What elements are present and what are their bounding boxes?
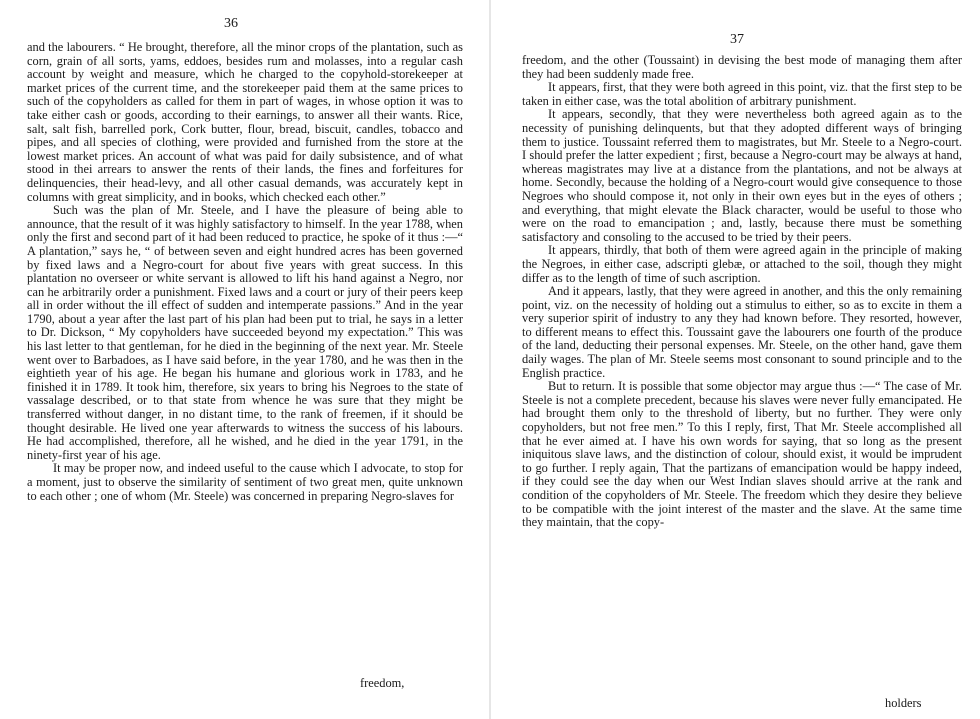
paragraph: It appears, first, that they were both agreed in this point, viz. that the first step to be taken in either case, was the total abolition of arbitrary punishment. [522,80,962,108]
paragraph: freedom, and the other (Toussaint) in devising the best mode of managing them after they had been suddenly made free. [522,53,962,81]
catchword-left: freedom, [360,676,405,690]
paragraph: It may be proper now, and indeed useful to the cause which I advocate, to stop for a moment, just to observe the similarity of sentiment of two great men, quite unknown to each other ; one of whom (Mr. Steele) was concerned in preparing Negro-slaves for [27,461,463,503]
right-page [490,0,980,719]
paragraph: and the labourers. “ He brought, therefore, all the minor crops of the plantation, such as corn, grain of all sorts, yams, eddoes, besides rum and molasses, into a regular cash account by weight and measure, which he charged to the copyhold-storekeeper at market prices of the current time, and the storekeeper paid them at the same prices to such of the copyholders as called for them in part of wages, in whose option it was to take either cash or goods, according to their earnings, to answer all their wants. Rice, salt, salt fish, barrelled pork, Cork butter, flour, bread, biscuit, candles, tobacco and pipes, and all species of clothing, were provided and furnished from the store at the lowest market prices. An account of what was paid for daily subsistence, and of what stood in thei arrears to answer the rents of their lands, the fines and forfeitures for delinquencies, their head-levy, and all other casual demands, was accurately kept in columns with great simplicity, and in books, which checked each other.” [27,40,463,204]
paragraph: It appears, thirdly, that both of them were agreed again in the principle of making the Negroes, in either case, adscripti glebæ, or attached to the soil, though they might differ as to the length of time of such ascription. [522,243,962,285]
paragraph: It appears, secondly, that they were nevertheless both agreed again as to the necessity of punishing delinquents, but that they adopted different ways of bringing them to justice. Toussaint referred them to magistrates, but Mr. Steele to a Negro-court. I should prefer the latter expedient ; first, because a Negro-court may be always at hand, whereas magistrates may live at a distance from the plantations, and not be always at home. Secondly, because the holding of a Negro-court would give consequence to those Negroes who should compose it, not only in their own eyes but in the eyes of others ; and everything, that might elevate the Black character, would be useful to those who were on the road to emancipation ; and, lastly, because there must be something satisfactory and consoling to the accused to be tried by their peers. [522,107,962,244]
paragraph: And it appears, lastly, that they were agreed in another, and this the only remaining point, viz. on the necessity of holding out a stimulus to either, so as to excite in them a very superior spirit of industry to any they had known before. They resorted, however, to different means to effect this. Toussaint gave the labourers one fourth of the produce of the land, deducting their personal expenses. Mr. Steele, on the other hand, gave them daily wages. The plan of Mr. Steele seems most consonant to sound principle and to the English practice. [522,284,962,380]
right-page-text [522,54,962,530]
catchword-right: holders [885,696,922,710]
page-number-right: 37 [730,32,744,47]
paragraph: Such was the plan of Mr. Steele, and I have the pleasure of being able to announce, that the result of it was highly satisfactory to himself. In the year 1788, when only the first and second part of it had been reduced to practice, he spoke of it thus :—“ A plantation,” says he, “ of between seven and eight hundred acres has been governed by fixed laws and a Negro-court for about five years with great success. In this plantation no overseer or white servant is allowed to lift his hand against a Negro, nor can he arbitrarily order a punishment. Fixed laws and a court or jury of their peers keep all in order without the ill effect of sudden and intemperate passions.” And in the year 1790, about a year after the last part of his plan had been put to trial, he says in a letter to Dr. Dickson, “ My copyholders have succeeded beyond my expectation.” This was his last letter to that gentleman, for he died in the beginning of the next year. Mr. Steele went over to Barbadoes, as I have said before, in the year 1780, and he was then in the eightieth year of his age. He began his humane and glorious work in 1783, and he finished it in 1789. It took him, therefore, six years to bring his Negroes to the state of vassalage described, or to that state from whence he was sure that they might be transferred without danger, in no distant time, to the rank of freemen, if it should be thought desirable. He lived one year afterwards to witness the success of his labours. He had accomplished, therefore, all he wished, and he died in the year 1791, in the ninety-first year of his age. [27,203,463,462]
page-number-left: 36 [224,16,238,31]
left-page-text [27,41,463,503]
paragraph: But to return. It is possible that some objector may argue thus :—“ The case of Mr. Steele is not a complete precedent, because his slaves were never fully emancipated. He had brought them only to the threshold of liberty, but no further. They were only copyholders, but not free men.” To this I reply, first, That Mr. Steele accomplished all that he ever aimed at. I have his own words for saying, that so long as the present iniquitous slave laws, and the distinction of colour, should exist, it would be imprudent to go further. I reply again, That the partizans of emancipation would be happy indeed, if they could see the day when our West Indian slaves should arrive at the rank and condition of the copyholders of Mr. Steele. The freedom which they desire they believe to be compatible with the joint interest of the master and the slave. At the same time they maintain, that the copy- [522,379,962,530]
